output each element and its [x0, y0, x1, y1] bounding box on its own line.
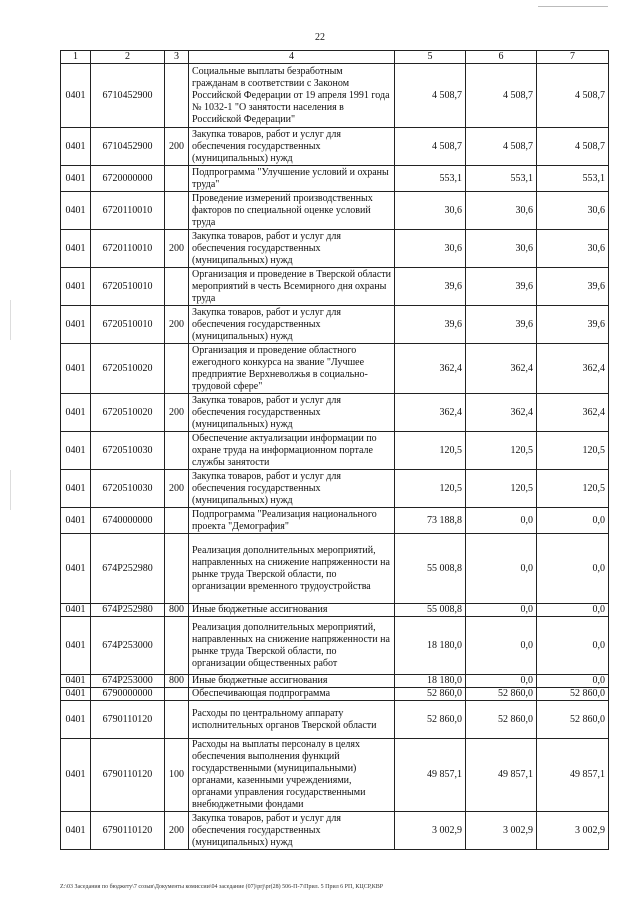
- amount-year-2-cell: 52 860,0: [466, 701, 537, 739]
- amount-year-3-cell: 0,0: [537, 675, 609, 688]
- column-header: 2: [91, 51, 165, 64]
- expense-type-code-cell: [165, 64, 189, 128]
- amount-year-1-cell: 362,4: [395, 344, 466, 394]
- item-name-cell: Закупка товаров, работ и услуг для обеспечения государственных (муниципальных) нужд: [189, 394, 395, 432]
- amount-year-2-cell: 30,6: [466, 230, 537, 268]
- amount-year-3-cell: 4 508,7: [537, 128, 609, 166]
- scan-mark: [10, 300, 11, 340]
- item-name-cell: Подпрограмма "Реализация национального проекта "Демография": [189, 508, 395, 534]
- table-row: [61, 534, 609, 604]
- amount-year-1-cell: 120,5: [395, 432, 466, 470]
- table-row: [61, 306, 609, 344]
- amount-year-1-cell: 55 008,8: [395, 534, 466, 604]
- column-header: 4: [189, 51, 395, 64]
- table-header-row: [61, 51, 609, 64]
- amount-year-2-cell: 4 508,7: [466, 64, 537, 128]
- expense-type-code-cell: 800: [165, 604, 189, 617]
- item-name-cell: Иные бюджетные ассигнования: [189, 675, 395, 688]
- amount-year-3-cell: 52 860,0: [537, 688, 609, 701]
- amount-year-1-cell: 49 857,1: [395, 739, 466, 812]
- table-row: [61, 394, 609, 432]
- table-row: [61, 128, 609, 166]
- target-article-code-cell: 6720510020: [91, 394, 165, 432]
- amount-year-1-cell: 18 180,0: [395, 675, 466, 688]
- target-article-code-cell: 6720510020: [91, 344, 165, 394]
- section-code-cell: 0401: [61, 470, 91, 508]
- item-name-cell: Организация и проведение областного ежегодного конкурса на звание "Лучшее предприятие Верхневолжья в социально-трудовой сфере": [189, 344, 395, 394]
- column-header: 1: [61, 51, 91, 64]
- item-name-cell: Закупка товаров, работ и услуг для обеспечения государственных (муниципальных) нужд: [189, 230, 395, 268]
- amount-year-1-cell: 39,6: [395, 268, 466, 306]
- expense-type-code-cell: [165, 688, 189, 701]
- expense-type-code-cell: 200: [165, 394, 189, 432]
- amount-year-3-cell: 362,4: [537, 344, 609, 394]
- amount-year-3-cell: 0,0: [537, 534, 609, 604]
- table-row: [61, 470, 609, 508]
- expense-type-code-cell: [165, 268, 189, 306]
- amount-year-1-cell: 55 008,8: [395, 604, 466, 617]
- amount-year-3-cell: 52 860,0: [537, 701, 609, 739]
- item-name-cell: Обеспечение актуализации информации по охране труда на информационном портале службы занятости: [189, 432, 395, 470]
- expense-type-code-cell: [165, 701, 189, 739]
- target-article-code-cell: 674P253000: [91, 617, 165, 675]
- amount-year-3-cell: 0,0: [537, 604, 609, 617]
- amount-year-2-cell: 49 857,1: [466, 739, 537, 812]
- target-article-code-cell: 6710452900: [91, 64, 165, 128]
- target-article-code-cell: 6720510010: [91, 268, 165, 306]
- section-code-cell: 0401: [61, 344, 91, 394]
- target-article-code-cell: 6720510030: [91, 432, 165, 470]
- amount-year-2-cell: 39,6: [466, 306, 537, 344]
- amount-year-2-cell: 52 860,0: [466, 688, 537, 701]
- target-article-code-cell: 6790000000: [91, 688, 165, 701]
- amount-year-2-cell: 0,0: [466, 617, 537, 675]
- expense-type-code-cell: 200: [165, 230, 189, 268]
- amount-year-1-cell: 4 508,7: [395, 128, 466, 166]
- item-name-cell: Закупка товаров, работ и услуг для обеспечения государственных (муниципальных) нужд: [189, 128, 395, 166]
- table-row: [61, 432, 609, 470]
- target-article-code-cell: 674P252980: [91, 534, 165, 604]
- table-row: [61, 64, 609, 128]
- amount-year-1-cell: 52 860,0: [395, 688, 466, 701]
- target-article-code-cell: 6720110010: [91, 230, 165, 268]
- column-header: 3: [165, 51, 189, 64]
- section-code-cell: 0401: [61, 508, 91, 534]
- expense-type-code-cell: [165, 432, 189, 470]
- column-header: 7: [537, 51, 609, 64]
- amount-year-3-cell: 553,1: [537, 166, 609, 192]
- expense-type-code-cell: 200: [165, 812, 189, 850]
- amount-year-3-cell: 4 508,7: [537, 64, 609, 128]
- amount-year-2-cell: 362,4: [466, 394, 537, 432]
- target-article-code-cell: 6790110120: [91, 812, 165, 850]
- item-name-cell: Закупка товаров, работ и услуг для обеспечения государственных (муниципальных) нужд: [189, 306, 395, 344]
- section-code-cell: 0401: [61, 701, 91, 739]
- section-code-cell: 0401: [61, 268, 91, 306]
- target-article-code-cell: 6720510030: [91, 470, 165, 508]
- expense-type-code-cell: [165, 192, 189, 230]
- target-article-code-cell: 674P253000: [91, 675, 165, 688]
- amount-year-2-cell: 0,0: [466, 675, 537, 688]
- target-article-code-cell: 6790110120: [91, 739, 165, 812]
- page-number: 22: [315, 32, 325, 43]
- table-row: [61, 508, 609, 534]
- amount-year-3-cell: 39,6: [537, 268, 609, 306]
- budget-table: [60, 50, 609, 850]
- amount-year-2-cell: 120,5: [466, 470, 537, 508]
- section-code-cell: 0401: [61, 128, 91, 166]
- target-article-code-cell: 6790110120: [91, 701, 165, 739]
- table-row: [61, 192, 609, 230]
- section-code-cell: 0401: [61, 166, 91, 192]
- target-article-code-cell: 6740000000: [91, 508, 165, 534]
- column-header: 6: [466, 51, 537, 64]
- amount-year-1-cell: 30,6: [395, 230, 466, 268]
- amount-year-3-cell: 0,0: [537, 508, 609, 534]
- table-row: [61, 344, 609, 394]
- amount-year-1-cell: 3 002,9: [395, 812, 466, 850]
- amount-year-3-cell: 3 002,9: [537, 812, 609, 850]
- item-name-cell: Закупка товаров, работ и услуг для обеспечения государственных (муниципальных) нужд: [189, 812, 395, 850]
- amount-year-1-cell: 120,5: [395, 470, 466, 508]
- table-row: [61, 604, 609, 617]
- item-name-cell: Организация и проведение в Тверской области мероприятий в честь Всемирного дня охраны труда: [189, 268, 395, 306]
- amount-year-1-cell: 52 860,0: [395, 701, 466, 739]
- amount-year-1-cell: 73 188,8: [395, 508, 466, 534]
- column-header: 5: [395, 51, 466, 64]
- expense-type-code-cell: [165, 534, 189, 604]
- table-row: [61, 166, 609, 192]
- section-code-cell: 0401: [61, 230, 91, 268]
- amount-year-3-cell: 362,4: [537, 394, 609, 432]
- amount-year-2-cell: 30,6: [466, 192, 537, 230]
- expense-type-code-cell: [165, 166, 189, 192]
- table-row: [61, 230, 609, 268]
- amount-year-2-cell: 0,0: [466, 508, 537, 534]
- section-code-cell: 0401: [61, 675, 91, 688]
- section-code-cell: 0401: [61, 812, 91, 850]
- target-article-code-cell: 6720110010: [91, 192, 165, 230]
- amount-year-1-cell: 18 180,0: [395, 617, 466, 675]
- expense-type-code-cell: [165, 508, 189, 534]
- table-row: [61, 739, 609, 812]
- target-article-code-cell: 6720000000: [91, 166, 165, 192]
- expense-type-code-cell: 200: [165, 128, 189, 166]
- amount-year-2-cell: 362,4: [466, 344, 537, 394]
- item-name-cell: Социальные выплаты безработным гражданам в соответствии с Законом Российской Федерации от 19 апреля 1991 года № 1032-1 "О занятости населения в Российской Федерации": [189, 64, 395, 128]
- section-code-cell: 0401: [61, 617, 91, 675]
- table-row: [61, 268, 609, 306]
- expense-type-code-cell: 800: [165, 675, 189, 688]
- target-article-code-cell: 674P252980: [91, 604, 165, 617]
- expense-type-code-cell: 100: [165, 739, 189, 812]
- scan-mark: [10, 470, 11, 510]
- expense-type-code-cell: 200: [165, 306, 189, 344]
- section-code-cell: 0401: [61, 64, 91, 128]
- amount-year-1-cell: 4 508,7: [395, 64, 466, 128]
- amount-year-3-cell: 30,6: [537, 192, 609, 230]
- section-code-cell: 0401: [61, 739, 91, 812]
- section-code-cell: 0401: [61, 432, 91, 470]
- amount-year-3-cell: 39,6: [537, 306, 609, 344]
- amount-year-1-cell: 30,6: [395, 192, 466, 230]
- item-name-cell: Иные бюджетные ассигнования: [189, 604, 395, 617]
- item-name-cell: Реализация дополнительных мероприятий, направленных на снижение напряженности на рынке труда Тверской области, по организации временного трудоустройства: [189, 534, 395, 604]
- scan-mark: [538, 6, 608, 7]
- amount-year-2-cell: 3 002,9: [466, 812, 537, 850]
- item-name-cell: Закупка товаров, работ и услуг для обеспечения государственных (муниципальных) нужд: [189, 470, 395, 508]
- amount-year-3-cell: 0,0: [537, 617, 609, 675]
- item-name-cell: Обеспечивающая подпрограмма: [189, 688, 395, 701]
- item-name-cell: Проведение измерений производственных факторов по специальной оценке условий труда: [189, 192, 395, 230]
- amount-year-2-cell: 120,5: [466, 432, 537, 470]
- amount-year-3-cell: 30,6: [537, 230, 609, 268]
- amount-year-2-cell: 39,6: [466, 268, 537, 306]
- target-article-code-cell: 6720510010: [91, 306, 165, 344]
- item-name-cell: Расходы на выплаты персоналу в целях обеспечения выполнения функций государственными (муниципальными) органами, казенными учреждениями, органами управления государственными внебюджетными фондами: [189, 739, 395, 812]
- amount-year-2-cell: 0,0: [466, 534, 537, 604]
- section-code-cell: 0401: [61, 394, 91, 432]
- section-code-cell: 0401: [61, 688, 91, 701]
- item-name-cell: Подпрограмма "Улучшение условий и охраны труда": [189, 166, 395, 192]
- amount-year-1-cell: 553,1: [395, 166, 466, 192]
- table-row: [61, 675, 609, 688]
- section-code-cell: 0401: [61, 604, 91, 617]
- section-code-cell: 0401: [61, 192, 91, 230]
- amount-year-1-cell: 39,6: [395, 306, 466, 344]
- file-path-footer: Z:\03 Заседания по бюджету\7 созыв\Документы комиссии\04 заседание (07)\prj\pr(28) 506-П-7\Прил. 5 Прил 6 РП, КЦСР,КВР: [60, 884, 384, 890]
- amount-year-3-cell: 120,5: [537, 470, 609, 508]
- section-code-cell: 0401: [61, 534, 91, 604]
- item-name-cell: Расходы по центральному аппарату исполнительных органов Тверской области: [189, 701, 395, 739]
- table-row: [61, 812, 609, 850]
- amount-year-2-cell: 0,0: [466, 604, 537, 617]
- item-name-cell: Реализация дополнительных мероприятий, направленных на снижение напряженности на рынке труда Тверской области, по организации общественных работ: [189, 617, 395, 675]
- table-row: [61, 701, 609, 739]
- expense-type-code-cell: [165, 344, 189, 394]
- amount-year-2-cell: 553,1: [466, 166, 537, 192]
- amount-year-3-cell: 49 857,1: [537, 739, 609, 812]
- expense-type-code-cell: [165, 617, 189, 675]
- target-article-code-cell: 6710452900: [91, 128, 165, 166]
- amount-year-3-cell: 120,5: [537, 432, 609, 470]
- table-row: [61, 617, 609, 675]
- amount-year-2-cell: 4 508,7: [466, 128, 537, 166]
- amount-year-1-cell: 362,4: [395, 394, 466, 432]
- section-code-cell: 0401: [61, 306, 91, 344]
- table-row: [61, 688, 609, 701]
- expense-type-code-cell: 200: [165, 470, 189, 508]
